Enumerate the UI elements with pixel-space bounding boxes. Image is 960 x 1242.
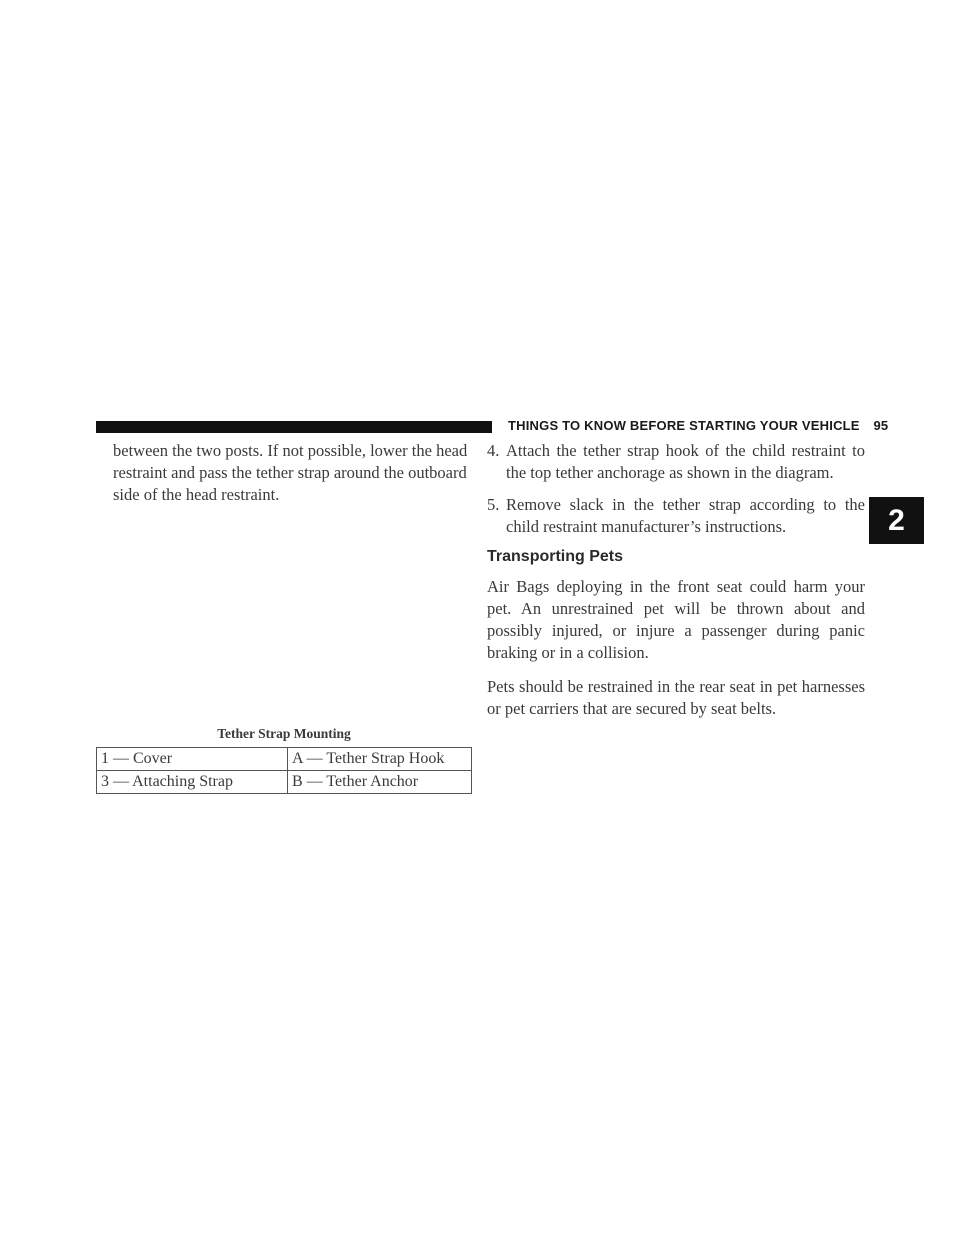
step-number: 5. [487, 495, 500, 514]
figure-caption: Tether Strap Mounting [217, 726, 351, 741]
running-header [508, 418, 888, 433]
header-rule [96, 421, 492, 433]
legend-cell: A — Tether Strap Hook [288, 748, 472, 771]
chapter-tab: 2 [869, 497, 924, 544]
figure-legend-table [96, 747, 472, 794]
legend-row [97, 771, 472, 794]
step-text: Remove slack in the tether strap according to the child restraint manufacturer’s instructions. [506, 495, 865, 536]
step-item [487, 494, 865, 538]
legend-cell: B — Tether Anchor [288, 771, 472, 794]
legend-cell: 3 — Attaching Strap [97, 771, 288, 794]
legend-cell: 1 — Cover [97, 748, 288, 771]
header-section-title: THINGS TO KNOW BEFORE STARTING YOUR VEHICLE [508, 418, 860, 433]
left-column-paragraph: between the two posts. If not possible, lower the head restraint and pass the tether strap around the outboard side of the head restraint. [113, 441, 468, 504]
body-paragraph: Pets should be restrained in the rear seat in pet harnesses or pet carriers that are secured by seat belts. [487, 677, 865, 718]
page-number: 95 [873, 418, 889, 433]
section-heading: Transporting Pets [487, 548, 624, 565]
right-column [487, 440, 865, 732]
legend-row [97, 748, 472, 771]
step-item [487, 440, 865, 484]
body-paragraph: Air Bags deploying in the front seat could harm your pet. An unrestrained pet will be thrown about and possibly injured, or injure a passenger during panic braking or in a collision. [487, 577, 865, 662]
step-number: 4. [487, 441, 500, 460]
step-text: Attach the tether strap hook of the child restraint to the top tether anchorage as shown in the diagram. [506, 441, 865, 482]
